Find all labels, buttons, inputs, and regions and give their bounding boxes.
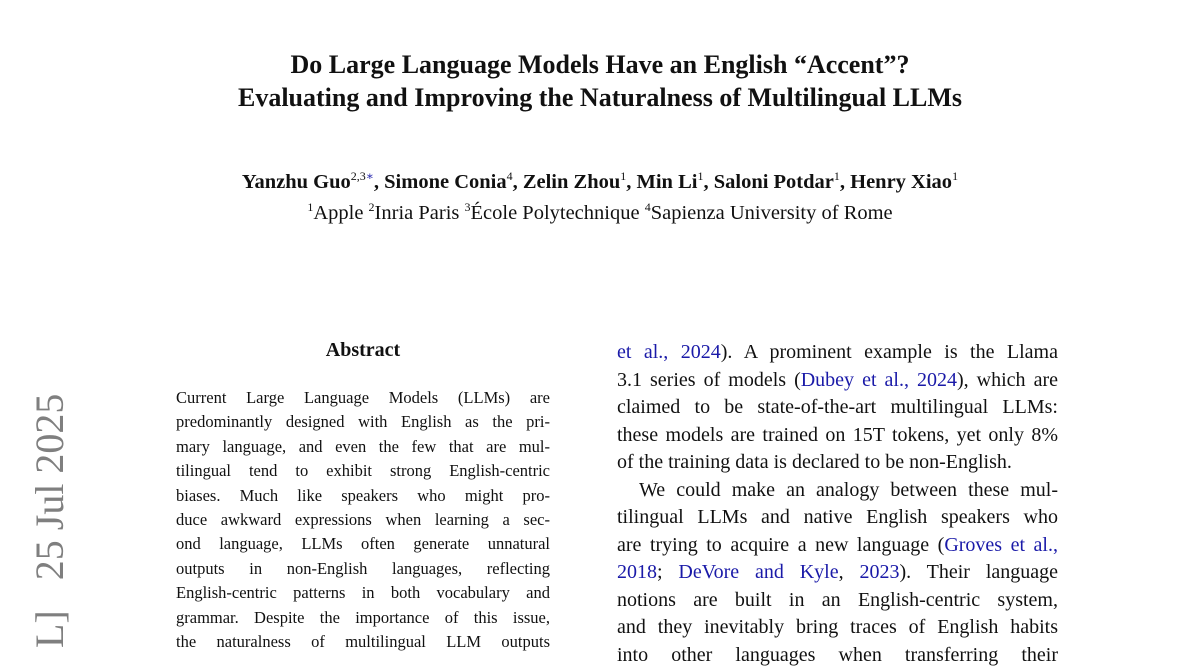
- abstract-body: [176, 386, 550, 654]
- footnote-mark[interactable]: ∗: [366, 169, 374, 183]
- author-list: Yanzhu Guo$^{2,3∗}$, Simone Conia$^4$, Zelin Zhou$^1$, Min Li$^1$, Saloni Potdar$^1$, Henry Xiao$^1$: [0, 171, 1200, 194]
- author-name: Yanzhu Guo: [242, 171, 351, 193]
- body-line: claimed to be state-of-the-art multilingual LLMs:: [617, 394, 1058, 422]
- affil-sup: 1: [307, 200, 313, 214]
- body-text-right-column: [617, 339, 1058, 669]
- citation-link[interactable]: 2023: [859, 561, 899, 583]
- affil-sup: 2: [369, 200, 375, 214]
- abstract-line: biases. Much like speakers who might pro-: [176, 484, 550, 508]
- author-affil-sup: 1: [697, 169, 703, 183]
- body-text: ). Their language: [899, 561, 1058, 583]
- abstract-line: predominantly designed with English as the pri-: [176, 410, 550, 434]
- body-line: tilingual LLMs and native English speakers who: [617, 504, 1058, 532]
- body-line: into other languages when transferring their: [617, 642, 1058, 669]
- body-line: notions are built in an English-centric system,: [617, 587, 1058, 615]
- author-affil-sup: 1: [834, 169, 840, 183]
- author-name: Saloni Potdar: [714, 171, 834, 193]
- body-line: [617, 532, 1058, 560]
- body-text: are trying to acquire a new language (: [617, 534, 944, 556]
- abstract-line: duce awkward expressions when learning a sec-: [176, 508, 550, 532]
- affiliation-list: [0, 202, 1200, 225]
- abstract-heading: Abstract: [176, 339, 550, 362]
- body-line: [617, 559, 1058, 587]
- affiliation: Sapienza University of Rome: [651, 202, 893, 224]
- abstract-line: Current Large Language Models (LLMs) are: [176, 386, 550, 410]
- title-line-2: Evaluating and Improving the Naturalness of Multilingual LLMs: [0, 81, 1200, 114]
- body-line: of the training data is declared to be non-English.: [617, 449, 1058, 477]
- body-line: We could make an analogy between these mul-: [617, 477, 1058, 505]
- affil-sup: 3: [465, 200, 471, 214]
- body-line: [617, 367, 1058, 395]
- abstract-line: grammar. Despite the importance of this issue,: [176, 606, 550, 630]
- abstract-line: ond language, LLMs often generate unnatural: [176, 532, 550, 556]
- author-affil-sup: 2,3: [351, 169, 366, 183]
- body-text: 3.1 series of models (: [617, 369, 801, 391]
- title-line-1: Do Large Language Models Have an English “Accent”?: [0, 48, 1200, 81]
- citation-link[interactable]: Dubey et al., 2024: [801, 369, 957, 391]
- body-text: ), which are: [957, 369, 1058, 391]
- author-affil-sup: 1: [952, 169, 958, 183]
- affiliation: Apple: [313, 202, 363, 224]
- author-name: Simone Conia: [384, 171, 506, 193]
- citation-link[interactable]: DeVore and Kyle: [678, 561, 838, 583]
- affiliation: École Polytechnique: [471, 202, 640, 224]
- author-affil-sup: 4: [507, 169, 513, 183]
- citation-link[interactable]: 2018: [617, 561, 657, 583]
- body-text: ). A prominent example is the Llama: [721, 341, 1058, 363]
- body-text: ;: [657, 561, 678, 583]
- body-line: and they inevitably bring traces of English habits: [617, 614, 1058, 642]
- arxiv-side-stamp: L] 25 Jul 2025: [30, 388, 70, 648]
- abstract-line: mary language, and even the few that are mul-: [176, 435, 550, 459]
- abstract-line: outputs in non-English languages, reflecting: [176, 557, 550, 581]
- abstract-line: tilingual tend to exhibit strong English-centric: [176, 459, 550, 483]
- abstract-line: English-centric patterns in both vocabulary and: [176, 581, 550, 605]
- abstract-line: the naturalness of multilingual LLM outputs: [176, 630, 550, 654]
- affiliation: Inria Paris: [375, 202, 460, 224]
- affil-sup: 4: [645, 200, 651, 214]
- paper-title: [0, 48, 1200, 114]
- body-text: ,: [839, 561, 860, 583]
- body-line: these models are trained on 15T tokens, yet only 8%: [617, 422, 1058, 450]
- author-name: Min Li: [637, 171, 698, 193]
- citation-link[interactable]: Groves et al.,: [944, 534, 1058, 556]
- author-affil-sup: 1: [620, 169, 626, 183]
- author-name: Zelin Zhou: [523, 171, 620, 193]
- citation-link[interactable]: et al., 2024: [617, 341, 721, 363]
- body-line: [617, 339, 1058, 367]
- author-name: Henry Xiao: [850, 171, 952, 193]
